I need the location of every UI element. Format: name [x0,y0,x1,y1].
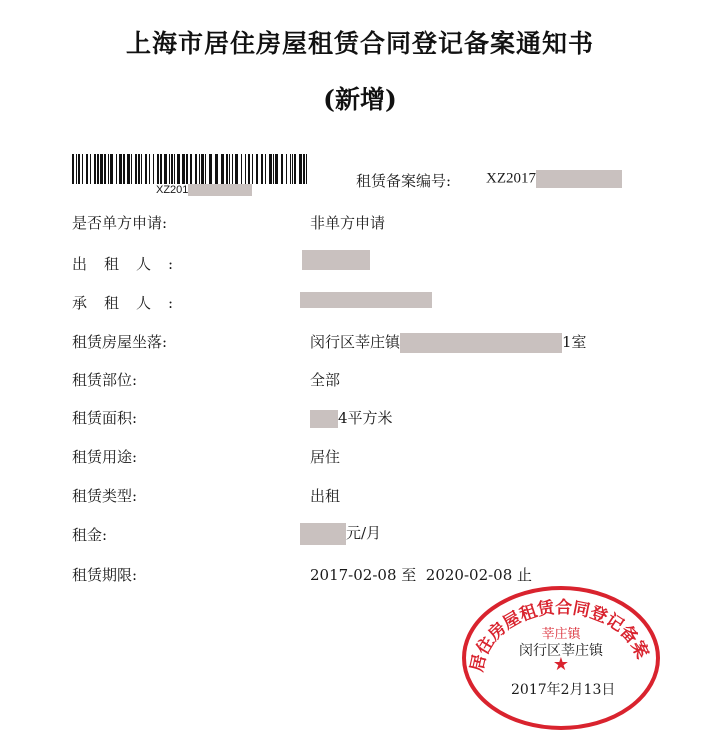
location-value [310,331,587,353]
registration-label: 租赁备案编号: [356,172,452,190]
barcode-bar [306,154,307,184]
barcode-bar [94,154,96,184]
barcode-bar [190,154,192,184]
usage-value: 居住 [310,448,341,466]
barcode-bar [169,154,170,184]
redacted-block [310,410,338,428]
barcode-bar [78,154,80,184]
barcode-bar [82,154,83,184]
barcode-bar [215,154,218,184]
barcode-bar [90,154,91,184]
barcode-bar [275,154,278,184]
barcode-bar [235,154,238,184]
barcode-bar [186,154,188,184]
barcode-bar [252,154,253,184]
location-value-suffix: 1室 [562,333,587,351]
part-value: 全部 [310,371,341,389]
barcode-bar [157,154,159,184]
usage-label: 租赁用途: [72,448,138,466]
barcode-bar [205,154,206,184]
barcode-bar [153,154,154,184]
rent-value [310,522,381,545]
area-value [310,407,393,428]
redacted-block [536,170,622,188]
barcode-bar [281,154,283,184]
barcode-bar [174,154,175,184]
document-title: 上海市居住房屋租赁合同登记备案通知书 [125,29,594,58]
area-value-suffix: 4平方米 [338,409,393,427]
barcode-bar [164,154,167,184]
barcode-bar [119,154,122,184]
barcode-bar [138,154,140,184]
star-icon: ★ [552,654,570,675]
application-type-value: 非单方申请 [310,214,386,232]
barcode-bar [256,154,258,184]
period-label: 租赁期限: [72,566,138,584]
barcode-bar [232,154,233,184]
barcode-bar [265,154,266,184]
barcode-bar [286,154,287,184]
seal-office-text: 闵行区莘庄镇 [519,643,603,659]
barcode-bar [131,154,132,184]
type-value: 出租 [310,487,341,505]
barcode-bar [171,154,173,184]
barcode-bar [97,154,99,184]
barcode-bar [104,154,106,184]
barcode-bar [116,154,117,184]
barcode-bar [149,154,150,184]
barcode-bar [199,154,200,184]
period-value: 2017-02-08 至 2020-02-08 止 [310,566,533,584]
location-label: 租赁房屋坐落: [72,333,168,351]
seal-inner-text: 莘庄镇 [541,627,581,642]
rent-label: 租金: [72,526,108,544]
barcode-bar [226,154,228,184]
barcode-bar [135,154,137,184]
barcode-bar [72,154,74,184]
barcode-bar [299,154,302,184]
barcode-bar [290,154,291,184]
redacted-block [300,292,432,308]
barcode-bar [201,154,204,184]
barcode-bar [86,154,88,184]
barcode-bar [108,154,109,184]
barcode-bar [269,154,272,184]
seal-date-text: 2017年2月13日 [511,682,616,698]
lessor-label: 出租人: [72,255,191,273]
barcode-bar [241,154,242,184]
barcode-bar [221,154,224,184]
barcode-bar [294,154,296,184]
redacted-block [302,250,370,270]
document-subtitle: (新增) [323,85,397,114]
lessee-label: 承租人: [72,294,191,312]
barcode-bar [292,154,293,184]
part-label: 租赁部位: [72,371,138,389]
barcode-bar [100,154,103,184]
barcode-bar [273,154,274,184]
lessor-value [310,250,370,270]
rent-value-suffix: 元/月 [346,524,382,542]
lessee-value [310,290,432,308]
barcode-bar [209,154,212,184]
barcode-bar [303,154,305,184]
barcode-bar [177,154,180,184]
redacted-block [400,333,562,353]
application-type-label: 是否单方申请: [72,214,168,232]
redacted-block [300,523,346,545]
registration-value [486,170,622,188]
location-value-prefix: 闵行区莘庄镇 [310,333,401,351]
barcode [72,154,308,184]
type-label: 租赁类型: [72,487,138,505]
barcode-bar [145,154,147,184]
seal-ring-text: 居住房屋租赁合同登记备案 [467,597,653,674]
barcode-bar [182,154,185,184]
area-label: 租赁面积: [72,409,138,427]
barcode-bar [160,154,162,184]
barcode-bar [127,154,130,184]
barcode-bar [110,154,113,184]
barcode-bar [245,154,246,184]
barcode-number [156,184,252,196]
registration-value-prefix: XZ2017 [486,170,536,187]
barcode-bar [229,154,230,184]
barcode-bar [195,154,197,184]
barcode-bar [248,154,250,184]
redacted-block [188,184,252,196]
barcode-bar [261,154,263,184]
barcode-bar [76,154,77,184]
official-seal [455,582,665,732]
barcode-bar [141,154,142,184]
barcode-bar [123,154,125,184]
barcode-number-prefix: XZ201 [156,184,189,196]
